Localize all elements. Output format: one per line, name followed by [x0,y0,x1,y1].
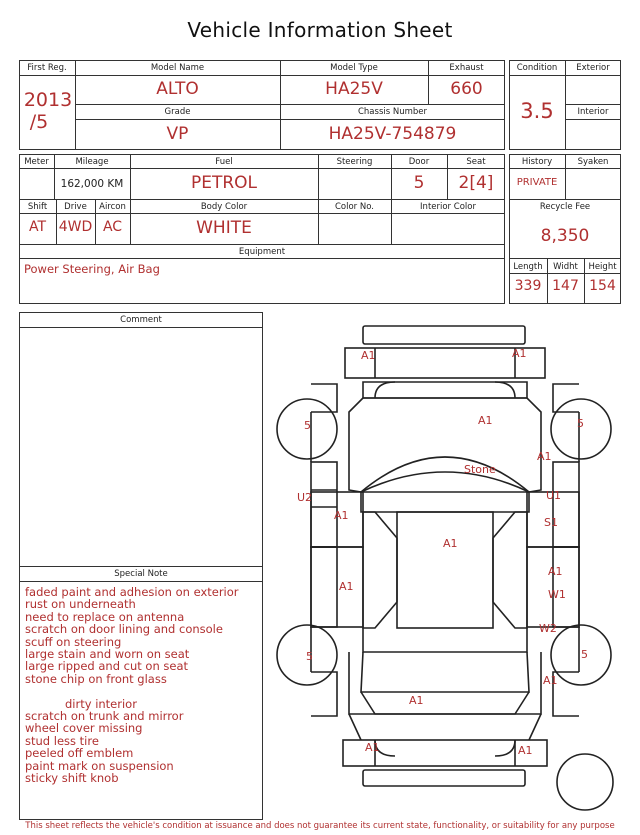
divider [19,258,505,259]
shift-label: Shift [27,202,48,212]
mark-tire-rear-right: 5 [581,648,588,661]
mark-fender-front-right: A1 [537,450,552,463]
divider [19,581,263,582]
mileage-label: Mileage [75,157,109,167]
mark-tire-front-left: 5 [304,419,311,432]
fuel-label: Fuel [215,157,233,167]
special-note-item: sticky shift knob [25,771,119,786]
drive-label: Drive [64,202,87,212]
model-type-value: HA25V [325,79,383,99]
aircon-value: AC [102,219,123,235]
left-rear-fender [311,547,337,627]
special-note-item: stone chip on front glass [25,671,167,686]
interior-color-label: Interior Color [420,202,476,212]
divider [509,199,621,200]
body-color-label: Body Color [200,202,248,212]
disclaimer-footer: This sheet reflects the vehicle's condition at issuance and does not guarantee its current state, functionality, or suitability for any purpose [25,821,615,831]
mark-trunk: A1 [409,694,424,707]
mark-windshield: Stone [464,463,496,476]
comment-label: Comment [120,315,162,325]
mark-front-bumper-right: A1 [512,347,527,360]
left-fender [311,462,337,547]
mark-tire-front-right: 5 [577,417,584,430]
page-title: Vehicle Information Sheet [187,18,453,42]
front-bumper-outline [363,326,525,344]
length-value: 339 [514,278,542,294]
mark-rear-bumper-left: A1 [365,741,380,754]
special-note-item: stud less tire [25,733,99,748]
divider [19,168,505,169]
body-color-value: WHITE [196,218,252,238]
divider [19,244,505,245]
special-notes-list [25,586,239,784]
exterior-label: Exterior [576,63,610,73]
rear-window [361,652,529,692]
chassis-number-value: HA25V-754879 [328,124,457,144]
width-value: 147 [552,278,579,294]
steering-label: Steering [336,157,373,167]
exhaust-value: 660 [450,79,483,99]
right-window [493,512,527,628]
mileage-value: 162,000 KM [60,178,124,190]
divider [565,60,566,150]
hood-top [363,382,527,398]
mark-door-rear-right-w: W1 [548,588,566,601]
height-value: 154 [589,278,616,294]
special-note-label: Special Note [114,569,168,579]
divider [19,75,505,76]
grade-label: Grade [164,107,191,117]
seat-label: Seat [466,157,486,167]
width-label: Widht [553,262,578,272]
special-note-item: scratch on door lining and console [25,622,223,637]
door-label: Door [408,157,430,167]
color-no-label: Color No. [334,202,374,212]
recycle-fee-label: Recycle Fee [539,202,591,212]
special-note-item: need to replace on antenna [25,609,185,624]
divider [509,273,621,274]
equipment-value: Power Steering, Air Bag [24,262,160,276]
roof-outline [397,512,493,628]
mark-door-rear-left: A1 [339,580,354,593]
windshield-line [361,457,529,492]
history-value: PRIVATE [516,177,558,188]
first-reg-month: /5 [29,111,49,133]
aircon-label: Aircon [99,202,126,212]
model-type-label: Model Type [330,63,378,73]
recycle-fee-value: 8,350 [540,226,590,246]
door-value: 5 [413,173,425,193]
divider [509,258,621,259]
model-name-label: Model Name [150,63,205,73]
syaken-label: Syaken [577,157,609,167]
mark-quarter-right: W2 [539,622,557,635]
divider [75,119,505,120]
spare-tire [557,754,613,810]
mark-roof: A1 [443,537,458,550]
special-note-item: paint mark on suspension [25,758,174,773]
special-note-item: scuff on steering [25,634,122,649]
shift-value: AT [28,219,47,235]
meter-label: Meter [24,157,49,167]
grade-value: VP [166,124,189,144]
mark-front-bumper-left: A1 [361,349,376,362]
special-note-item: dirty interior [65,696,137,711]
mark-quarter-rear-right: A1 [543,674,558,687]
equipment-label: Equipment [238,247,286,257]
exhaust-label: Exhaust [449,63,484,73]
divider [318,154,319,244]
first-reg-year: 2013 [23,89,73,111]
divider [565,104,621,105]
special-note-item: large ripped and cut on seat [25,659,189,674]
special-note-item: rust on underneath [25,597,136,612]
mark-fender-left: U2 [297,491,313,504]
interior-label: Interior [577,107,609,117]
divider [565,119,621,120]
divider [19,199,505,200]
divider [19,213,505,214]
first-reg-label: First Reg. [27,63,67,73]
mark-door-front-left: A1 [334,509,349,522]
drive-value: 4WD [58,219,93,235]
special-note-item: wheel cover missing [25,721,143,736]
divider [75,104,505,105]
seat-value: 2[4] [458,173,494,193]
length-label: Length [513,262,543,272]
height-label: Height [588,262,617,272]
special-note-item: peeled off emblem [25,746,134,761]
model-name-value: ALTO [156,79,199,99]
left-window [363,512,397,628]
fuel-value: PETROL [190,173,258,193]
trunk-outline [361,692,529,714]
special-note-item: large stain and worn on seat [25,647,190,662]
hood-outline [349,398,541,492]
mark-door-rear-right-a: A1 [548,565,563,578]
condition-value: 3.5 [520,99,554,123]
rear-bumper-lower [363,770,525,786]
divider [391,154,392,244]
divider [19,566,263,567]
mark-hood: A1 [478,414,493,427]
divider [19,327,263,328]
condition-label: Condition [516,63,558,73]
mark-tire-rear-left: 5 [306,650,313,663]
special-note-item [25,685,239,697]
mark-fender-right-u: U1 [546,489,562,502]
special-note-item: scratch on trunk and mirror [25,709,184,724]
mark-rear-bumper-right: A1 [518,744,533,757]
history-label: History [521,157,553,167]
special-note-item: faded paint and adhesion on exterior [25,585,239,599]
mark-door-front-right: S1 [544,516,558,529]
car-damage-diagram [265,312,635,820]
chassis-number-label: Chassis Number [357,107,428,117]
